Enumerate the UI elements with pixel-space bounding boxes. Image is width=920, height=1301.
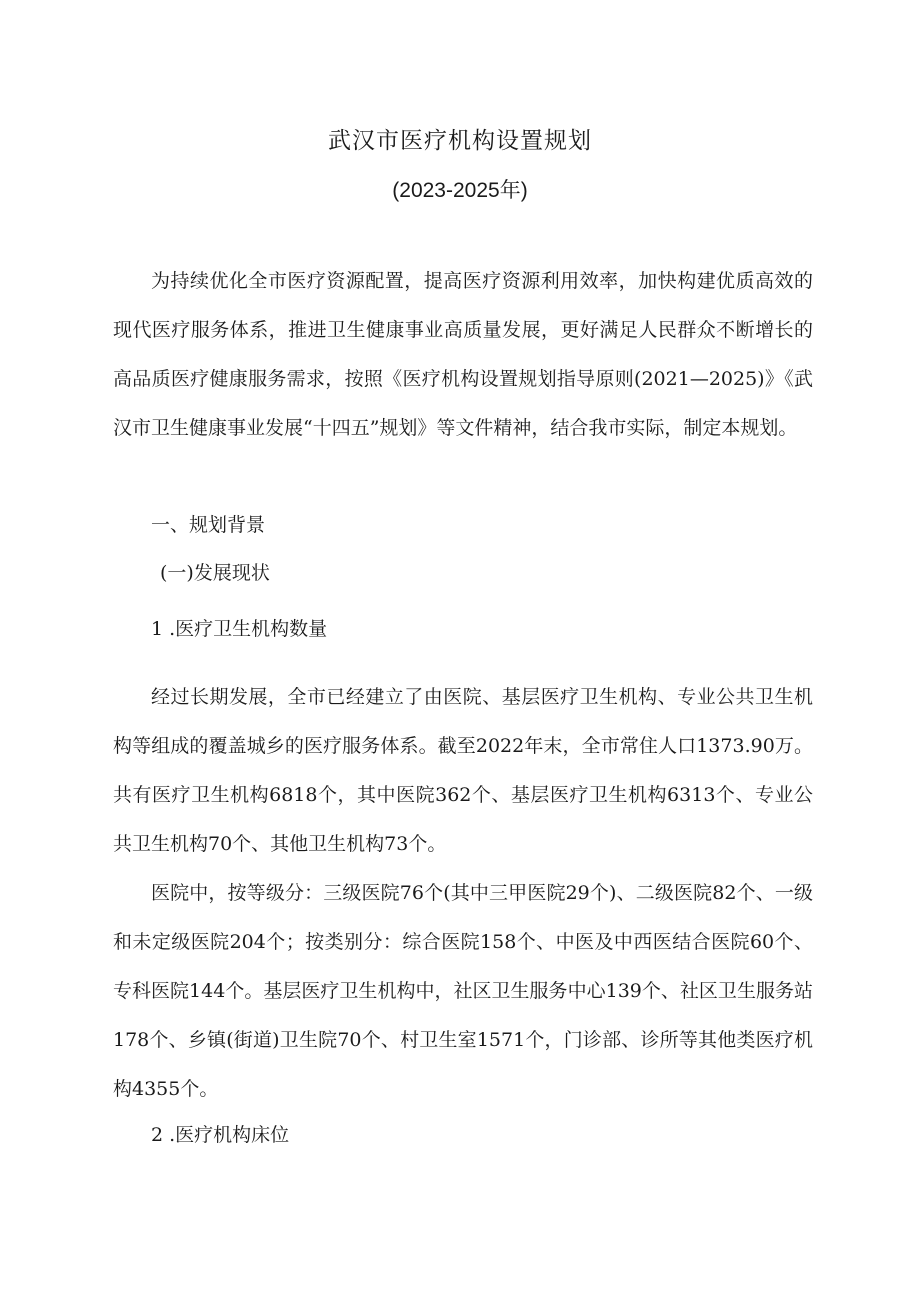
intro-paragraph: 为持续优化全市医疗资源配置，提高医疗资源利用效率，加快构建优质高效的现代医疗服务体系，推进卫生健康事业高质量发展，更好满足人民群众不断增长的高品质医疗健康服务需求，按照《医疗机构设置规划指导原则(2021—2025)》《武汉市卫生健康事业发展“十四五”规划》等文件精神，结合我市实际，制定本规划。 — [113, 270, 813, 439]
body-paragraph: 经过长期发展，全市已经建立了由医院、基层医疗卫生机构、专业公共卫生机构等组成的覆盖城乡的医疗服务体系。截至2022年末，全市常住人口1373.90万。共有医疗卫生机构6818个，其中医院362个、基层医疗卫生机构6313个、专业公共卫生机构70个、其他卫生机构73个。 — [113, 686, 813, 855]
item-heading: 2 .医疗机构床位 — [151, 1124, 290, 1146]
document-subtitle: (2023-2025年) — [392, 179, 528, 202]
document-title: 武汉市医疗机构设置规划 — [328, 128, 592, 154]
item-heading: 1 .医疗卫生机构数量 — [151, 618, 328, 640]
body-paragraph: 医院中，按等级分：三级医院76个(其中三甲医院29个)、二级医院82个、一级和未定级医院204个；按类别分：综合医院158个、中医及中西医结合医院60个、专科医院144个。基层医疗卫生机构中，社区卫生服务中心139个、社区卫生服务站178个、乡镇(街道)卫生院70个、村卫生室1571个，门诊部、诊所等其他类医疗机构4355个。 — [113, 882, 813, 1100]
subsection-heading: (一)发展现状 — [160, 562, 270, 584]
section-heading: 一、规划背景 — [151, 514, 266, 536]
